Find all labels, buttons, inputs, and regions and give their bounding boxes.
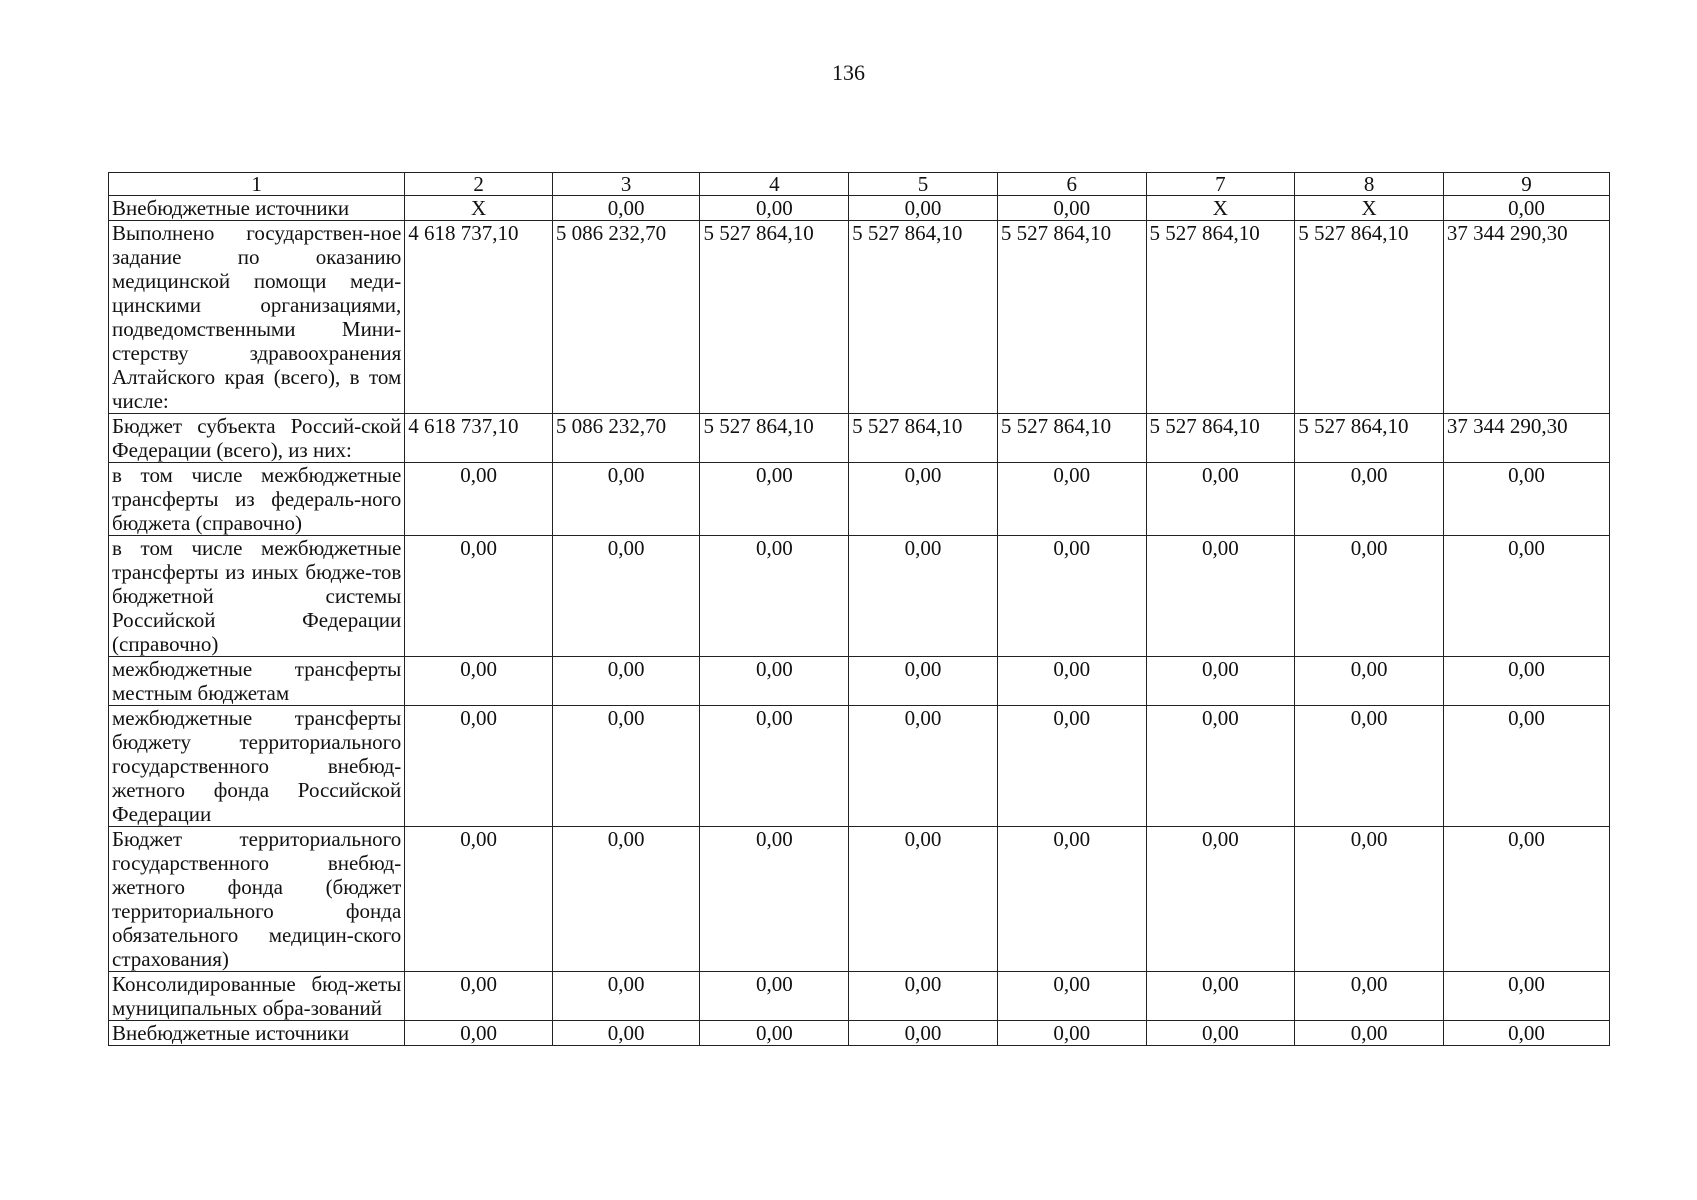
table-cell: X [1146,196,1295,221]
table-cell: 5 527 864,10 [849,221,998,414]
column-number-8: 8 [1295,173,1444,196]
row-label: межбюджетные трансферты местным бюджетам [109,657,405,706]
table-cell: 0,00 [997,827,1146,972]
table-cell: 0,00 [552,536,700,657]
table-cell: 5 527 864,10 [700,414,849,463]
table-cell: 0,00 [1295,1021,1444,1046]
table-cell: 0,00 [405,463,553,536]
table-cell: 0,00 [1295,706,1444,827]
table-cell: 0,00 [552,827,700,972]
row-label: межбюджетные трансферты бюджету территориального государственного внебюд-жетного фонда Российской Федерации [109,706,405,827]
table-cell: 0,00 [1443,463,1609,536]
table-cell: 0,00 [997,536,1146,657]
table-cell: 0,00 [1443,827,1609,972]
table-cell: 0,00 [849,657,998,706]
table-cell: 0,00 [849,536,998,657]
budget-table [108,172,1610,1046]
table-cell: 0,00 [700,706,849,827]
column-number-row [109,173,1610,196]
table-cell: 5 086 232,70 [552,414,700,463]
table-cell: X [1295,196,1444,221]
table-cell: 5 527 864,10 [849,414,998,463]
table-cell: 37 344 290,30 [1443,221,1609,414]
row-label: Бюджет территориального государственного внебюд-жетного фонда (бюджет территориального фонда обязательного медицин-ского страхования) [109,827,405,972]
table-cell: 0,00 [405,1021,553,1046]
table-cell: 0,00 [552,463,700,536]
table-cell: 0,00 [552,706,700,827]
table-cell: 0,00 [552,1021,700,1046]
table-cell: 0,00 [997,1021,1146,1046]
table-cell: 0,00 [1443,1021,1609,1046]
table-cell: 0,00 [997,196,1146,221]
table-cell: X [405,196,553,221]
table-cell: 0,00 [1146,1021,1295,1046]
table-row [109,706,1610,827]
table-cell: 5 086 232,70 [552,221,700,414]
table-cell: 5 527 864,10 [997,414,1146,463]
table-cell: 0,00 [405,827,553,972]
table-cell: 0,00 [700,196,849,221]
table-cell: 0,00 [1295,536,1444,657]
table-cell: 0,00 [1295,657,1444,706]
table-cell: 0,00 [1295,463,1444,536]
row-label: Бюджет субъекта Россий-ской Федерации (всего), из них: [109,414,405,463]
table-cell: 0,00 [1443,196,1609,221]
table-cell: 0,00 [405,706,553,827]
table-row [109,657,1610,706]
column-number-3: 3 [552,173,700,196]
table-cell: 0,00 [997,706,1146,827]
table-cell: 0,00 [1295,972,1444,1021]
table-row [109,972,1610,1021]
table-cell: 0,00 [1443,706,1609,827]
table-cell: 0,00 [849,463,998,536]
table-cell: 5 527 864,10 [1146,414,1295,463]
table-cell: 0,00 [849,827,998,972]
table-cell: 0,00 [849,196,998,221]
table-cell: 0,00 [700,657,849,706]
table-row [109,1021,1610,1046]
table-cell: 0,00 [552,972,700,1021]
table-row [109,196,1610,221]
table-cell: 0,00 [700,463,849,536]
table-cell: 0,00 [700,536,849,657]
table-cell: 0,00 [405,536,553,657]
table-cell: 0,00 [997,463,1146,536]
table-cell: 0,00 [1443,972,1609,1021]
table-cell: 37 344 290,30 [1443,414,1609,463]
table-cell: 5 527 864,10 [700,221,849,414]
column-number-6: 6 [997,173,1146,196]
table-row [109,414,1610,463]
table-cell: 5 527 864,10 [997,221,1146,414]
table-cell: 0,00 [997,972,1146,1021]
table-cell: 0,00 [1443,657,1609,706]
column-number-2: 2 [405,173,553,196]
table-cell: 0,00 [1146,536,1295,657]
table-cell: 0,00 [1146,463,1295,536]
table-cell: 5 527 864,10 [1295,221,1444,414]
table-cell: 0,00 [552,657,700,706]
row-label: в том числе межбюджетные трансферты из иных бюдже-тов бюджетной системы Российской Федерации (справочно) [109,536,405,657]
table-cell: 0,00 [1146,972,1295,1021]
table-cell: 0,00 [1443,536,1609,657]
table-cell: 0,00 [849,1021,998,1046]
row-label: Консолидированные бюд-жеты муниципальных обра-зований [109,972,405,1021]
table-cell: 5 527 864,10 [1295,414,1444,463]
table-cell: 0,00 [700,972,849,1021]
table-cell: 0,00 [1146,827,1295,972]
column-number-1: 1 [109,173,405,196]
row-label: Внебюджетные источники [109,1021,405,1046]
table-cell: 4 618 737,10 [405,221,553,414]
table-cell: 0,00 [849,706,998,827]
row-label: в том числе межбюджетные трансферты из федераль-ного бюджета (справочно) [109,463,405,536]
page-number: 136 [832,60,865,85]
column-number-4: 4 [700,173,849,196]
table-cell: 0,00 [849,972,998,1021]
row-label: Внебюджетные источники [109,196,405,221]
table-cell: 0,00 [552,196,700,221]
table-cell: 0,00 [405,972,553,1021]
table-row [109,221,1610,414]
table-row [109,827,1610,972]
column-number-9: 9 [1443,173,1609,196]
table-cell: 0,00 [1146,706,1295,827]
row-label: Выполнено государствен-ное задание по оказанию медицинской помощи меди-цинскими организациями, подведомственными Мини-стерству здравоохранения Алтайского края (всего), в том числе: [109,221,405,414]
table-body [109,196,1610,1046]
table-cell: 0,00 [700,827,849,972]
column-number-5: 5 [849,173,998,196]
column-number-7: 7 [1146,173,1295,196]
table-cell: 0,00 [700,1021,849,1046]
table-cell: 4 618 737,10 [405,414,553,463]
table-row [109,536,1610,657]
table-header [109,173,1610,196]
table-row [109,463,1610,536]
table-cell: 0,00 [997,657,1146,706]
table-cell: 0,00 [1146,657,1295,706]
table-cell: 0,00 [1295,827,1444,972]
table-cell: 5 527 864,10 [1146,221,1295,414]
table-cell: 0,00 [405,657,553,706]
